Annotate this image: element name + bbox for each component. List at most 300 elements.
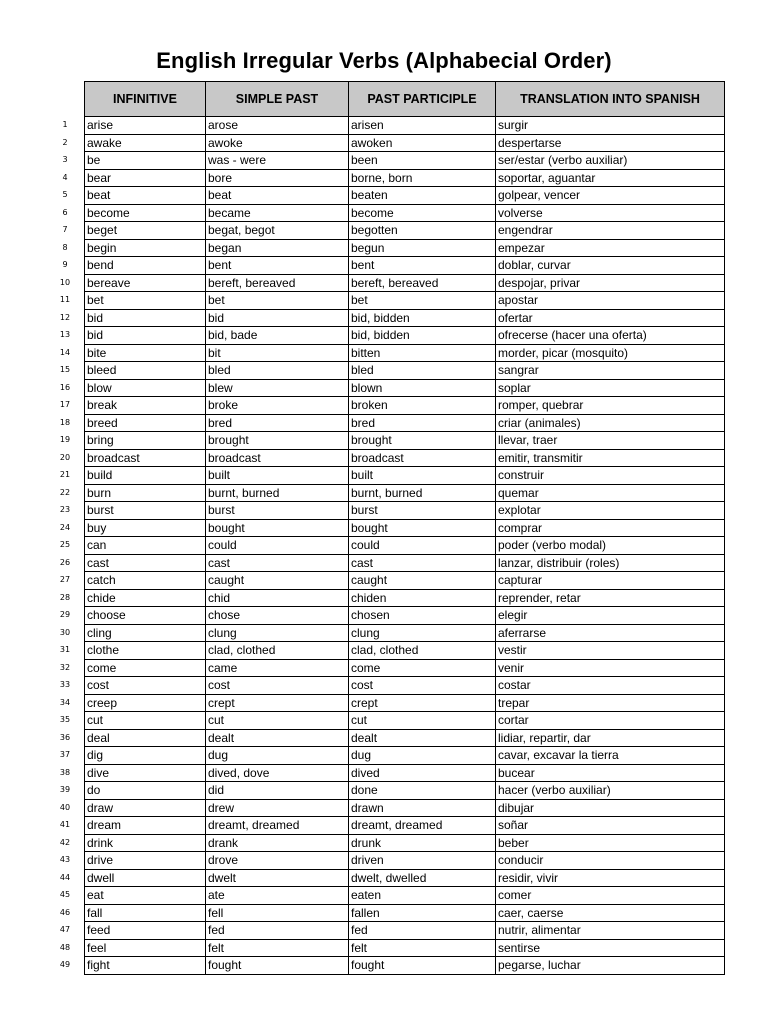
row-number: 48 [59, 942, 71, 952]
header-past-participle: PAST PARTICIPLE [349, 82, 496, 117]
translation-cell: conducir [496, 852, 725, 870]
past-participle-cell: driven [349, 852, 496, 870]
past-participle-cell: cut [349, 712, 496, 730]
row-number: 47 [59, 925, 71, 934]
table-row [85, 327, 725, 345]
table-row [85, 589, 725, 607]
translation-cell: caer, caerse [496, 904, 725, 922]
simple-past-cell: bred [206, 414, 349, 432]
infinitive-cell: bring [85, 432, 206, 450]
infinitive-cell: begin [85, 239, 206, 257]
row-number: 1 [62, 120, 68, 129]
table-row [85, 519, 725, 537]
table-row [85, 449, 725, 467]
simple-past-cell: awoke [206, 134, 349, 152]
translation-cell: cavar, excavar la tierra [496, 747, 725, 765]
table-row [85, 397, 725, 415]
row-number: 4 [62, 172, 68, 182]
simple-past-cell: caught [206, 572, 349, 590]
simple-past-cell: bore [206, 169, 349, 187]
infinitive-cell: fall [85, 904, 206, 922]
table-row [85, 554, 725, 572]
translation-cell: venir [496, 659, 725, 677]
infinitive-cell: bid [85, 327, 206, 345]
row-number: 6 [62, 207, 68, 217]
simple-past-cell: dreamt, dreamed [206, 817, 349, 835]
past-participle-cell: fought [349, 957, 496, 975]
infinitive-cell: beat [85, 187, 206, 205]
past-participle-cell: could [349, 537, 496, 555]
past-participle-cell: dreamt, dreamed [349, 817, 496, 835]
simple-past-cell: clung [206, 624, 349, 642]
simple-past-cell: crept [206, 694, 349, 712]
table-row [85, 169, 725, 187]
simple-past-cell: could [206, 537, 349, 555]
row-number: 45 [59, 890, 71, 899]
past-participle-cell: bid, bidden [349, 327, 496, 345]
header-translation: TRANSLATION INTO SPANISH [496, 82, 725, 117]
row-number: 42 [59, 837, 71, 847]
translation-cell: costar [496, 677, 725, 695]
row-number: 39 [59, 785, 71, 794]
infinitive-cell: bend [85, 257, 206, 275]
table-row [85, 362, 725, 380]
row-number: 17 [59, 400, 71, 409]
row-number: 5 [62, 190, 68, 199]
simple-past-cell: drove [206, 852, 349, 870]
simple-past-cell: clad, clothed [206, 642, 349, 660]
infinitive-cell: burst [85, 502, 206, 520]
simple-past-cell: dwelt [206, 869, 349, 887]
translation-cell: aferrarse [496, 624, 725, 642]
simple-past-cell: bit [206, 344, 349, 362]
infinitive-cell: do [85, 782, 206, 800]
row-number: 27 [59, 575, 71, 584]
past-participle-cell: eaten [349, 887, 496, 905]
translation-cell: criar (animales) [496, 414, 725, 432]
infinitive-cell: bet [85, 292, 206, 310]
infinitive-cell: be [85, 152, 206, 170]
table-row [85, 344, 725, 362]
past-participle-cell: arisen [349, 117, 496, 135]
past-participle-cell: dug [349, 747, 496, 765]
translation-cell: llevar, traer [496, 432, 725, 450]
past-participle-cell: brought [349, 432, 496, 450]
table-row [85, 537, 725, 555]
row-number: 14 [59, 347, 71, 357]
table-row [85, 922, 725, 940]
table-row [85, 379, 725, 397]
infinitive-cell: cost [85, 677, 206, 695]
translation-cell: doblar, curvar [496, 257, 725, 275]
past-participle-cell: fallen [349, 904, 496, 922]
translation-cell: surgir [496, 117, 725, 135]
translation-cell: sangrar [496, 362, 725, 380]
translation-cell: poder (verbo modal) [496, 537, 725, 555]
infinitive-cell: deal [85, 729, 206, 747]
past-participle-cell: clung [349, 624, 496, 642]
simple-past-cell: blew [206, 379, 349, 397]
table-row [85, 799, 725, 817]
infinitive-cell: dive [85, 764, 206, 782]
past-participle-cell: come [349, 659, 496, 677]
past-participle-cell: borne, born [349, 169, 496, 187]
simple-past-cell: dived, dove [206, 764, 349, 782]
table-row [85, 624, 725, 642]
table-row [85, 904, 725, 922]
infinitive-cell: feel [85, 939, 206, 957]
translation-cell: ofertar [496, 309, 725, 327]
translation-cell: despojar, privar [496, 274, 725, 292]
row-number: 35 [59, 715, 71, 724]
past-participle-cell: drunk [349, 834, 496, 852]
simple-past-cell: ate [206, 887, 349, 905]
simple-past-cell: chose [206, 607, 349, 625]
past-participle-cell: broken [349, 397, 496, 415]
translation-cell: residir, vivir [496, 869, 725, 887]
infinitive-cell: eat [85, 887, 206, 905]
translation-cell: nutrir, alimentar [496, 922, 725, 940]
past-participle-cell: dealt [349, 729, 496, 747]
infinitive-cell: build [85, 467, 206, 485]
infinitive-cell: bear [85, 169, 206, 187]
table-body [85, 117, 725, 975]
translation-cell: soplar [496, 379, 725, 397]
past-participle-cell: chiden [349, 589, 496, 607]
header-simple-past: SIMPLE PAST [206, 82, 349, 117]
translation-cell: volverse [496, 204, 725, 222]
past-participle-cell: bitten [349, 344, 496, 362]
table-row [85, 484, 725, 502]
translation-cell: comprar [496, 519, 725, 537]
table-row [85, 694, 725, 712]
infinitive-cell: cling [85, 624, 206, 642]
infinitive-cell: chide [85, 589, 206, 607]
past-participle-cell: been [349, 152, 496, 170]
translation-cell: despertarse [496, 134, 725, 152]
simple-past-cell: cast [206, 554, 349, 572]
row-number: 8 [62, 242, 68, 252]
past-participle-cell: cost [349, 677, 496, 695]
table-row [85, 274, 725, 292]
simple-past-cell: began [206, 239, 349, 257]
translation-cell: ser/estar (verbo auxiliar) [496, 152, 725, 170]
row-number: 24 [59, 522, 71, 532]
infinitive-cell: awake [85, 134, 206, 152]
row-number: 38 [59, 767, 71, 777]
simple-past-cell: brought [206, 432, 349, 450]
infinitive-cell: draw [85, 799, 206, 817]
infinitive-cell: broadcast [85, 449, 206, 467]
table-row [85, 222, 725, 240]
simple-past-cell: burst [206, 502, 349, 520]
infinitive-cell: burn [85, 484, 206, 502]
table-row [85, 292, 725, 310]
past-participle-cell: beaten [349, 187, 496, 205]
simple-past-cell: bid, bade [206, 327, 349, 345]
past-participle-cell: burnt, burned [349, 484, 496, 502]
past-participle-cell: blown [349, 379, 496, 397]
table-row [85, 414, 725, 432]
table-row [85, 239, 725, 257]
infinitive-cell: break [85, 397, 206, 415]
simple-past-cell: broke [206, 397, 349, 415]
irregular-verbs-table [84, 81, 725, 975]
row-number: 15 [59, 365, 71, 374]
table-row [85, 782, 725, 800]
translation-cell: beber [496, 834, 725, 852]
infinitive-cell: fight [85, 957, 206, 975]
simple-past-cell: came [206, 659, 349, 677]
row-number: 22 [59, 487, 71, 497]
infinitive-cell: bid [85, 309, 206, 327]
table-row [85, 117, 725, 135]
translation-cell: vestir [496, 642, 725, 660]
past-participle-cell: begun [349, 239, 496, 257]
simple-past-cell: built [206, 467, 349, 485]
table-row [85, 572, 725, 590]
infinitive-cell: creep [85, 694, 206, 712]
table-row [85, 432, 725, 450]
simple-past-cell: begat, begot [206, 222, 349, 240]
infinitive-cell: beget [85, 222, 206, 240]
row-number: 11 [59, 295, 71, 304]
translation-cell: trepar [496, 694, 725, 712]
translation-cell: apostar [496, 292, 725, 310]
row-number: 10 [59, 277, 71, 287]
table-row [85, 187, 725, 205]
past-participle-cell: bled [349, 362, 496, 380]
past-participle-cell: clad, clothed [349, 642, 496, 660]
simple-past-cell: fell [206, 904, 349, 922]
simple-past-cell: bought [206, 519, 349, 537]
infinitive-cell: feed [85, 922, 206, 940]
table-row [85, 869, 725, 887]
translation-cell: hacer (verbo auxiliar) [496, 782, 725, 800]
table-row [85, 309, 725, 327]
row-number: 12 [59, 312, 71, 322]
translation-cell: sentirse [496, 939, 725, 957]
row-number: 36 [59, 732, 71, 742]
infinitive-cell: blow [85, 379, 206, 397]
past-participle-cell: bought [349, 519, 496, 537]
row-number: 32 [59, 662, 71, 672]
simple-past-cell: dug [206, 747, 349, 765]
infinitive-cell: dwell [85, 869, 206, 887]
past-participle-cell: fed [349, 922, 496, 940]
past-participle-cell: cast [349, 554, 496, 572]
row-number: 33 [59, 680, 71, 689]
translation-cell: dibujar [496, 799, 725, 817]
past-participle-cell: bid, bidden [349, 309, 496, 327]
row-number: 37 [59, 750, 71, 759]
infinitive-cell: clothe [85, 642, 206, 660]
simple-past-cell: cost [206, 677, 349, 695]
row-numbers [50, 116, 80, 974]
past-participle-cell: bred [349, 414, 496, 432]
table-row [85, 257, 725, 275]
past-participle-cell: drawn [349, 799, 496, 817]
infinitive-cell: choose [85, 607, 206, 625]
row-number: 2 [62, 137, 68, 147]
simple-past-cell: broadcast [206, 449, 349, 467]
simple-past-cell: fought [206, 957, 349, 975]
simple-past-cell: arose [206, 117, 349, 135]
simple-past-cell: drew [206, 799, 349, 817]
infinitive-cell: bereave [85, 274, 206, 292]
table-row [85, 502, 725, 520]
row-number: 29 [59, 610, 71, 619]
table-row [85, 712, 725, 730]
translation-cell: morder, picar (mosquito) [496, 344, 725, 362]
row-number: 3 [62, 155, 68, 164]
past-participle-cell: chosen [349, 607, 496, 625]
translation-cell: explotar [496, 502, 725, 520]
translation-cell: soportar, aguantar [496, 169, 725, 187]
translation-cell: romper, quebrar [496, 397, 725, 415]
past-participle-cell: broadcast [349, 449, 496, 467]
translation-cell: pegarse, luchar [496, 957, 725, 975]
simple-past-cell: bet [206, 292, 349, 310]
past-participle-cell: bereft, bereaved [349, 274, 496, 292]
past-participle-cell: caught [349, 572, 496, 590]
infinitive-cell: dream [85, 817, 206, 835]
past-participle-cell: burst [349, 502, 496, 520]
table-row [85, 134, 725, 152]
row-number: 13 [59, 330, 71, 339]
translation-cell: soñar [496, 817, 725, 835]
translation-cell: golpear, vencer [496, 187, 725, 205]
row-number: 20 [59, 452, 71, 462]
table-row [85, 729, 725, 747]
table-row [85, 939, 725, 957]
simple-past-cell: burnt, burned [206, 484, 349, 502]
row-number: 25 [59, 540, 71, 549]
infinitive-cell: cast [85, 554, 206, 572]
row-number: 16 [59, 382, 71, 392]
table-row [85, 764, 725, 782]
translation-cell: construir [496, 467, 725, 485]
row-number: 21 [59, 470, 71, 479]
infinitive-cell: breed [85, 414, 206, 432]
table-row [85, 887, 725, 905]
table-row [85, 467, 725, 485]
simple-past-cell: became [206, 204, 349, 222]
translation-cell: lanzar, distribuir (roles) [496, 554, 725, 572]
header-infinitive: INFINITIVE [85, 82, 206, 117]
simple-past-cell: bid [206, 309, 349, 327]
table-row [85, 957, 725, 975]
simple-past-cell: did [206, 782, 349, 800]
table-row [85, 747, 725, 765]
past-participle-cell: bet [349, 292, 496, 310]
infinitive-cell: buy [85, 519, 206, 537]
past-participle-cell: begotten [349, 222, 496, 240]
table-row [85, 659, 725, 677]
infinitive-cell: cut [85, 712, 206, 730]
translation-cell: emitir, transmitir [496, 449, 725, 467]
table-row [85, 204, 725, 222]
infinitive-cell: can [85, 537, 206, 555]
translation-cell: elegir [496, 607, 725, 625]
translation-cell: quemar [496, 484, 725, 502]
table-row [85, 677, 725, 695]
row-number: 9 [62, 260, 68, 269]
simple-past-cell: bereft, bereaved [206, 274, 349, 292]
translation-cell: bucear [496, 764, 725, 782]
translation-cell: engendrar [496, 222, 725, 240]
header-row [85, 82, 725, 117]
translation-cell: cortar [496, 712, 725, 730]
past-participle-cell: bent [349, 257, 496, 275]
translation-cell: lidiar, repartir, dar [496, 729, 725, 747]
translation-cell: capturar [496, 572, 725, 590]
infinitive-cell: catch [85, 572, 206, 590]
translation-cell: comer [496, 887, 725, 905]
past-participle-cell: done [349, 782, 496, 800]
infinitive-cell: dig [85, 747, 206, 765]
simple-past-cell: cut [206, 712, 349, 730]
row-number: 34 [59, 697, 71, 707]
simple-past-cell: bent [206, 257, 349, 275]
translation-cell: empezar [496, 239, 725, 257]
infinitive-cell: become [85, 204, 206, 222]
table-row [85, 817, 725, 835]
past-participle-cell: dived [349, 764, 496, 782]
translation-cell: ofrecerse (hacer una oferta) [496, 327, 725, 345]
simple-past-cell: beat [206, 187, 349, 205]
row-number: 43 [59, 855, 71, 864]
row-number: 44 [59, 872, 71, 882]
row-number: 26 [59, 557, 71, 567]
past-participle-cell: awoken [349, 134, 496, 152]
past-participle-cell: crept [349, 694, 496, 712]
row-number: 7 [62, 225, 68, 234]
table-row [85, 152, 725, 170]
simple-past-cell: fed [206, 922, 349, 940]
table-row [85, 607, 725, 625]
row-number: 31 [59, 645, 71, 654]
simple-past-cell: bled [206, 362, 349, 380]
translation-cell: reprender, retar [496, 589, 725, 607]
row-number: 46 [59, 907, 71, 917]
row-number: 40 [59, 802, 71, 812]
row-number: 23 [59, 505, 71, 514]
simple-past-cell: felt [206, 939, 349, 957]
past-participle-cell: felt [349, 939, 496, 957]
table-row [85, 642, 725, 660]
row-number: 19 [59, 435, 71, 444]
simple-past-cell: drank [206, 834, 349, 852]
simple-past-cell: chid [206, 589, 349, 607]
infinitive-cell: drive [85, 852, 206, 870]
table-row [85, 852, 725, 870]
row-number: 41 [59, 820, 71, 829]
past-participle-cell: built [349, 467, 496, 485]
infinitive-cell: come [85, 659, 206, 677]
infinitive-cell: bite [85, 344, 206, 362]
infinitive-cell: bleed [85, 362, 206, 380]
row-number: 18 [59, 417, 71, 427]
past-participle-cell: dwelt, dwelled [349, 869, 496, 887]
past-participle-cell: become [349, 204, 496, 222]
simple-past-cell: was - were [206, 152, 349, 170]
simple-past-cell: dealt [206, 729, 349, 747]
row-number: 49 [59, 960, 71, 969]
row-number: 30 [59, 627, 71, 637]
table-row [85, 834, 725, 852]
infinitive-cell: drink [85, 834, 206, 852]
